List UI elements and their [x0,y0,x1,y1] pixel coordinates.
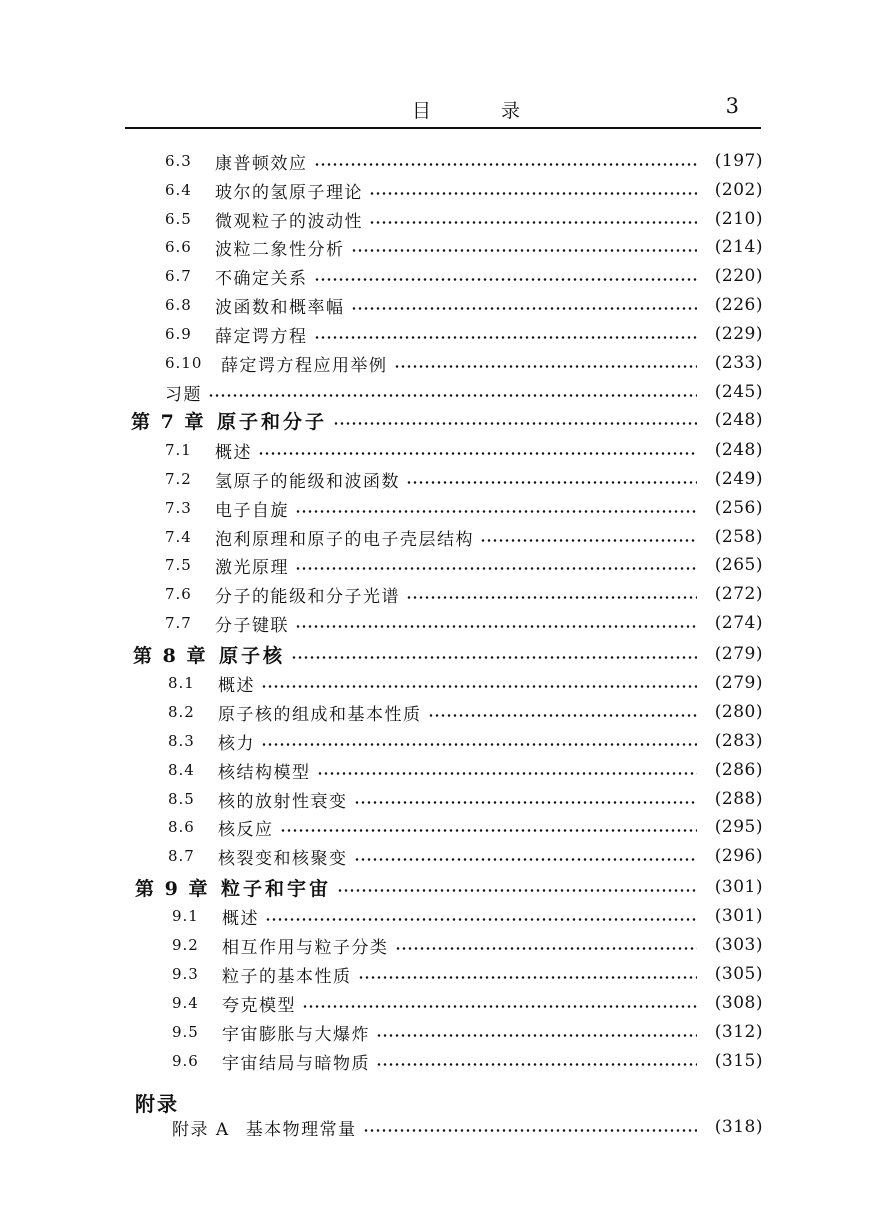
dot-leader [351,291,698,319]
toc-entry-row [165,349,763,377]
dot-leader [258,436,697,464]
dot-leader [351,233,698,261]
section-number: 6.6 [165,238,192,256]
dot-leader [291,640,697,668]
toc-entry-row [168,785,763,813]
page-ref: (301) [714,906,763,926]
section-number: 9.4 [172,994,199,1012]
chapter-number: 第 8 章 [133,644,208,667]
section-title: 宇宙膨胀与大爆炸 [222,1024,370,1045]
toc-chapter-row [135,873,763,901]
toc-entry-row [172,1047,763,1075]
section-title: 概述 [218,675,255,696]
page-ref: (220) [714,266,763,286]
section-title: 宇宙结局与暗物质 [222,1053,370,1074]
appendix-title: 基本物理常量 [245,1119,357,1140]
section-title: 核力 [218,733,255,754]
page-ref: (274) [714,613,763,633]
dot-leader [261,727,697,755]
page-ref: (279) [714,644,763,664]
section-number: 9.1 [172,907,199,925]
section-number: 7.1 [165,441,192,459]
section-number: 7.5 [165,556,192,574]
section-number: 9.3 [172,965,199,983]
toc-entry-row [165,523,763,551]
section-number: 7.6 [165,585,192,603]
section-title: 波函数和概率幅 [215,297,345,318]
dot-leader [314,320,698,348]
page-ref: (197) [714,151,763,171]
dot-leader [369,176,697,204]
page-ref: (318) [714,1117,763,1137]
section-title: 概述 [215,442,252,463]
section-number: 9.2 [172,936,199,954]
toc-entry-row [165,262,763,290]
page-title: 目 录 [412,100,553,122]
chapter-title: 原子和分子 [217,410,328,433]
section-title: 薛定谔方程 [215,326,308,347]
section-title: 微观粒子的波动性 [215,211,363,232]
dot-leader [428,698,698,726]
header-rule [125,127,761,129]
chapter-title: 粒子和宇宙 [221,877,332,900]
section-title: 不确定关系 [215,268,308,289]
section-number: 8.1 [168,674,195,692]
section-title: 康普顿效应 [215,153,308,174]
toc-entry-row [168,813,763,841]
dot-leader [354,842,698,870]
page-ref: (308) [714,993,763,1013]
dot-leader [376,1018,697,1046]
section-number: 6.10 [165,354,203,372]
section-number: 9.6 [172,1052,199,1070]
chapter-number: 第 9 章 [135,877,210,900]
page-ref: (279) [714,673,763,693]
toc-chapter-row [131,406,763,434]
dot-leader [363,1113,697,1141]
dot-leader [261,669,697,697]
dot-leader [302,989,697,1017]
dot-leader [314,262,698,290]
section-title: 相互作用与粒子分类 [222,937,389,958]
section-number: 7.2 [165,470,192,488]
page-ref: (256) [714,498,763,518]
toc-entry-row [165,378,763,406]
section-title: 波粒二象性分析 [215,239,345,260]
page-ref: (229) [714,324,763,344]
chapter-number: 第 7 章 [131,410,206,433]
toc-entry-row [172,1018,763,1046]
section-title: 玻尔的氢原子理论 [215,182,363,203]
toc-entry-row [168,842,763,870]
section-title: 概述 [222,908,259,929]
toc-entry-row [165,436,763,464]
section-title: 夸克模型 [222,995,296,1016]
toc-entry-row [168,698,763,726]
dot-leader [395,931,698,959]
section-number: 6.9 [165,325,192,343]
section-title: 核反应 [218,819,274,840]
page-ref: (301) [714,877,763,897]
section-title: 电子自旋 [215,500,289,521]
toc-entry-row [172,902,763,930]
page-number: 3 [725,94,739,118]
toc-entry-row [165,147,763,175]
page-ref: (226) [714,295,763,315]
dot-leader [280,813,698,841]
dot-leader [358,960,698,988]
section-title: 泡利原理和原子的电子壳层结构 [215,529,474,550]
page-ref: (296) [714,846,763,866]
dot-leader [394,349,698,377]
toc-entry-row [172,989,763,1017]
dot-leader [333,406,697,434]
toc-entry-row [165,494,763,522]
toc-entry-row [165,580,763,608]
page-ref: (245) [714,382,763,402]
page-ref: (249) [714,469,763,489]
appendix-heading: 附录 [135,1092,179,1116]
toc-entry-row [165,205,763,233]
toc-entry-row [165,176,763,204]
page-ref: (283) [714,731,763,751]
dot-leader [480,523,697,551]
page-ref: (233) [714,353,763,373]
dot-leader [265,902,697,930]
page-ref: (303) [714,935,763,955]
page-ref: (248) [714,440,763,460]
page-ref: (295) [714,817,763,837]
chapter-title: 原子核 [219,644,286,667]
page-ref: (288) [714,789,763,809]
toc-entry-row [168,669,763,697]
section-number: 6.5 [165,210,192,228]
page-ref: (305) [714,964,763,984]
section-number: 8.6 [168,818,195,836]
toc-chapter-row [133,640,763,668]
page-ref: (265) [714,555,763,575]
section-number: 8.7 [168,847,195,865]
page-ref: (272) [714,584,763,604]
section-title: 核的放射性衰变 [218,791,348,812]
section-number: 6.7 [165,267,192,285]
appendix-entry-row [172,1113,763,1141]
dot-leader [337,873,697,901]
toc-entry-row [165,291,763,319]
page-ref: (280) [714,702,763,722]
page-ref: (202) [714,180,763,200]
section-number: 7.7 [165,614,192,632]
page-ref: (312) [714,1022,763,1042]
section-number: 8.4 [168,761,195,779]
section-title: 习题 [165,384,202,405]
dot-leader [354,785,698,813]
page-ref: (315) [714,1051,763,1071]
toc-entry-row [172,931,763,959]
page-ref: (214) [714,237,763,257]
dot-leader [317,756,698,784]
section-title: 核裂变和核聚变 [218,848,348,869]
dot-leader [376,1047,697,1075]
section-title: 原子核的组成和基本性质 [218,704,422,725]
page-ref: (258) [714,527,763,547]
section-number: 7.3 [165,499,192,517]
section-title: 氢原子的能级和波函数 [215,471,400,492]
dot-leader [295,551,697,579]
dot-leader [208,378,697,406]
dot-leader [314,147,698,175]
section-number: 8.5 [168,790,195,808]
page-ref: (286) [714,760,763,780]
toc-entry-row [165,233,763,261]
toc-entry-row [165,465,763,493]
toc-entry-row [168,756,763,784]
toc-entry-row [165,609,763,637]
dot-leader [295,494,697,522]
section-number: 9.5 [172,1023,199,1041]
section-number: 8.2 [168,703,195,721]
section-number: 6.8 [165,296,192,314]
section-number: 7.4 [165,528,192,546]
section-number: 8.3 [168,732,195,750]
section-title: 薛定谔方程应用举例 [221,355,388,376]
dot-leader [295,609,697,637]
section-number: 6.4 [165,181,192,199]
toc-entry-row [165,320,763,348]
page-ref: (248) [714,410,763,430]
section-title: 激光原理 [215,557,289,578]
toc-entry-row [165,551,763,579]
toc-entry-row [168,727,763,755]
section-title: 核结构模型 [218,762,311,783]
section-title: 分子的能级和分子光谱 [215,586,400,607]
section-title: 粒子的基本性质 [222,966,352,987]
section-number: 6.3 [165,152,192,170]
dot-leader [369,205,697,233]
page-ref: (210) [714,209,763,229]
appendix-label: 附录 A [172,1119,230,1140]
dot-leader [406,465,697,493]
toc-entry-row [172,960,763,988]
dot-leader [406,580,697,608]
section-title: 分子键联 [215,615,289,636]
page-header [125,94,761,128]
